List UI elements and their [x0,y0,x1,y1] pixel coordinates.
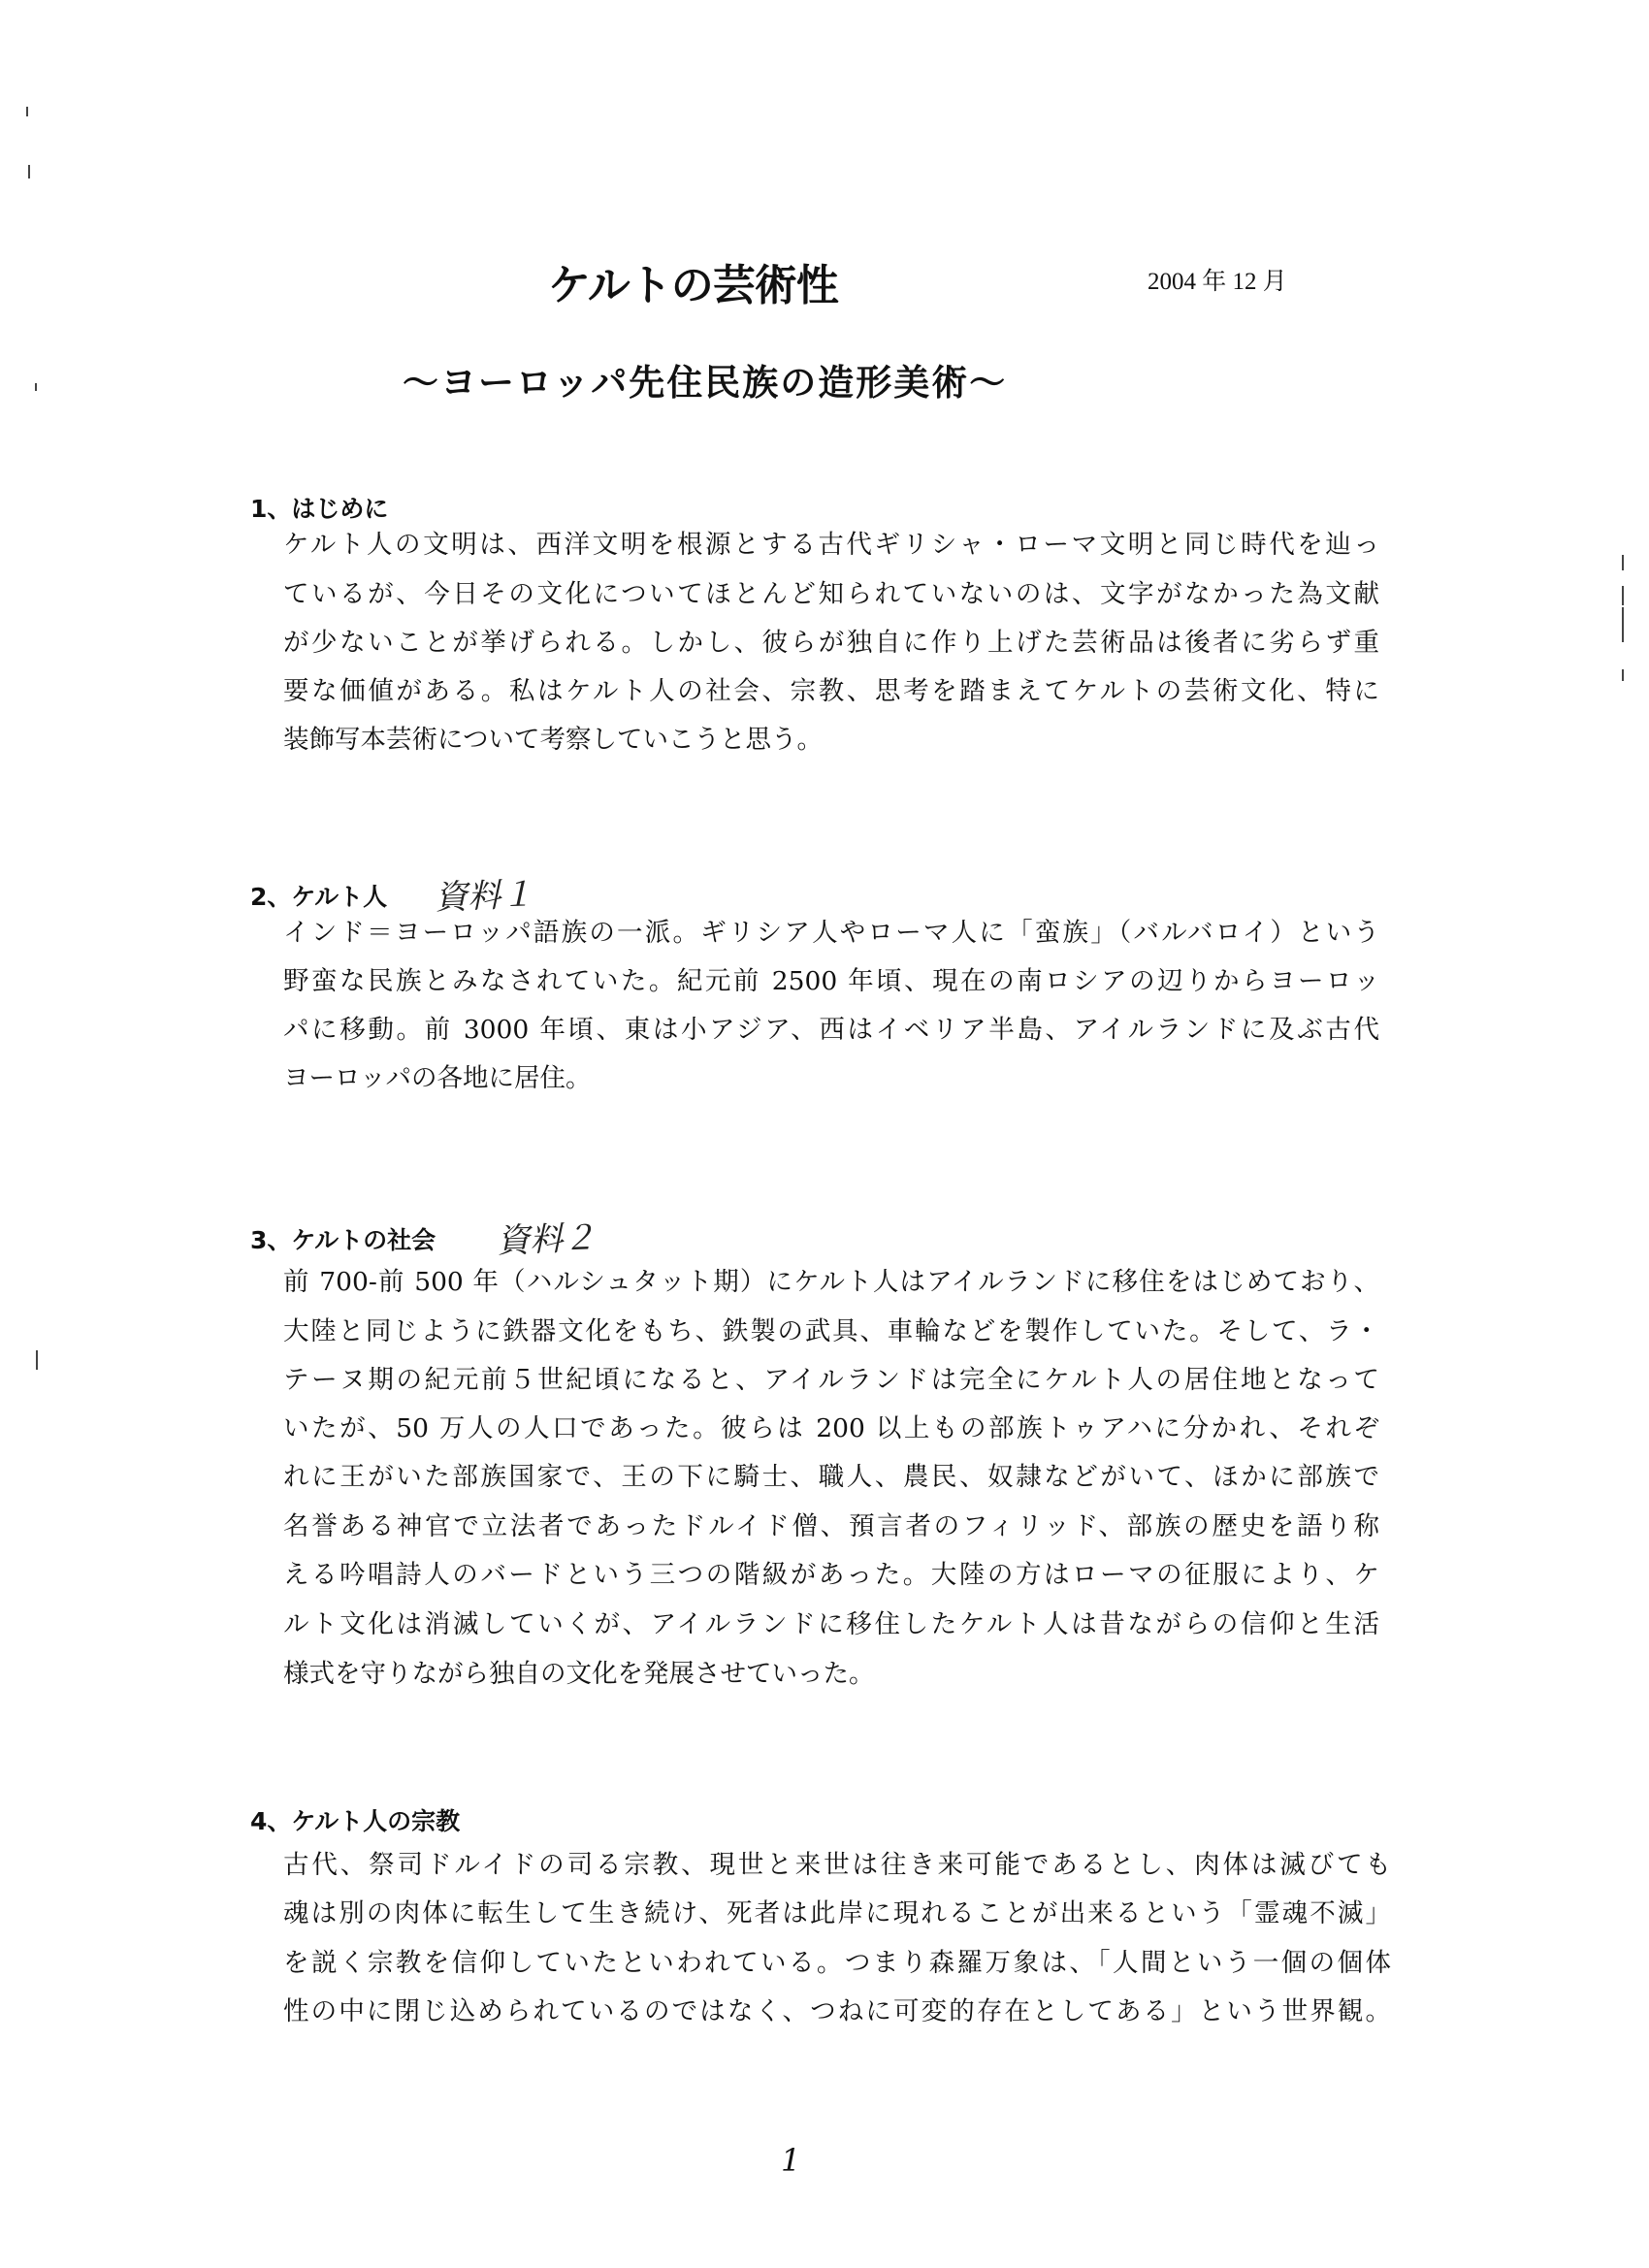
paragraph-line: 装飾写本芸術について考察していこうと思う。 [283,725,823,755]
paragraph-line: 名誉ある神官で立法者であったドルイド僧、預言者のフィリッド、部族の歴史を語り称 [283,1511,1379,1541]
scan-artifact [28,165,30,178]
section-heading: 2、ケルト人 [250,883,388,911]
paragraph-line: ケルト人の文明は、西洋文明を根源とする古代ギリシャ・ローマ文明と同じ時代を辿っ [283,530,1379,560]
section-heading: 3、ケルトの社会 [250,1226,436,1254]
document-subtitle: ～ヨーロッパ先住民族の造形美術～ [403,362,1008,404]
paragraph-line: を説く宗教を信仰していたといわれている。つまり森羅万象は、「人間という一個の個体 [283,1948,1391,1978]
paragraph-line: ヨーロッパの各地に居住。 [283,1063,592,1093]
section-heading: 4、ケルト人の宗教 [250,1807,461,1835]
handwritten-reference-note: 資料２ [496,1218,597,1261]
paragraph-line: テーヌ期の紀元前５世紀頃になると、アイルランドは完全にケルト人の居住地となって [283,1365,1379,1395]
paragraph-line: 要な価値がある。私はケルト人の社会、宗教、思考を踏まえてケルトの芸術文化、特に [283,676,1379,706]
paragraph-line: が少ないことが挙げられる。しかし、彼らが独自に作り上げた芸術品は後者に劣らず重 [283,628,1379,658]
scan-artifact [36,1350,38,1370]
paragraph-line: 魂は別の肉体に転生して生き続け、死者は此岸に現れることが出来るという「霊魂不滅」 [283,1898,1391,1928]
handwritten-reference-note: 資料１ [434,875,534,918]
scan-artifact [1622,555,1624,570]
paragraph-line: える吟唱詩人のバードという三つの階級があった。大陸の方はローマの征服により、ケ [283,1560,1379,1590]
paragraph-line: 古代、祭司ドルイドの司る宗教、現世と来世は往き来可能であるとし、肉体は滅びても [283,1850,1391,1880]
paragraph-line: 性の中に閉じ込められているのではなく、つねに可変的存在としてある」という世界観。 [283,1996,1391,2026]
paragraph-line: 野蛮な民族とみなされていた。紀元前 2500 年頃、現在の南ロシアの辺りからヨーロッ [283,966,1379,996]
scan-artifact [26,107,28,116]
paragraph-line: ているが、今日その文化についてほとんど知られていないのは、文字がなかった為文献 [283,579,1379,609]
document-date: 2004 年 12 月 [1148,269,1287,295]
paragraph-line: いたが、50 万人の人口であった。彼らは 200 以上もの部族トゥアハに分かれ、それぞ [283,1413,1379,1443]
paragraph-line: れに王がいた部族国家で、王の下に騎士、職人、農民、奴隷などがいて、ほかに部族で [283,1462,1379,1492]
scan-artifact [35,383,37,391]
paragraph-line: パに移動。前 3000 年頃、東は小アジア、西はイベリア半島、アイルランドに及ぶ古代 [283,1015,1379,1045]
paragraph-line: ルト文化は消滅していくが、アイルランドに移住したケルト人は昔ながらの信仰と生活 [283,1609,1379,1639]
scan-artifact [1622,607,1624,642]
scan-artifact [1622,669,1624,681]
paragraph-line: インド＝ヨーロッパ語族の一派。ギリシア人やローマ人に「蛮族」（バルバロイ）という [283,918,1379,948]
page-number: 1 [781,2142,801,2179]
section-heading: 1、はじめに [250,495,389,523]
document-title: ケルトの芸術性 [548,261,838,310]
scan-artifact [1622,586,1624,605]
paragraph-line: 前 700-前 500 年（ハルシュタット期）にケルト人はアイルランドに移住をはじめており、 [283,1267,1379,1297]
paragraph-line: 様式を守りながら独自の文化を発展させていった。 [283,1659,875,1689]
paragraph-line: 大陸と同じように鉄器文化をもち、鉄製の武具、車輪などを製作していた。そして、ラ・ [283,1316,1379,1346]
